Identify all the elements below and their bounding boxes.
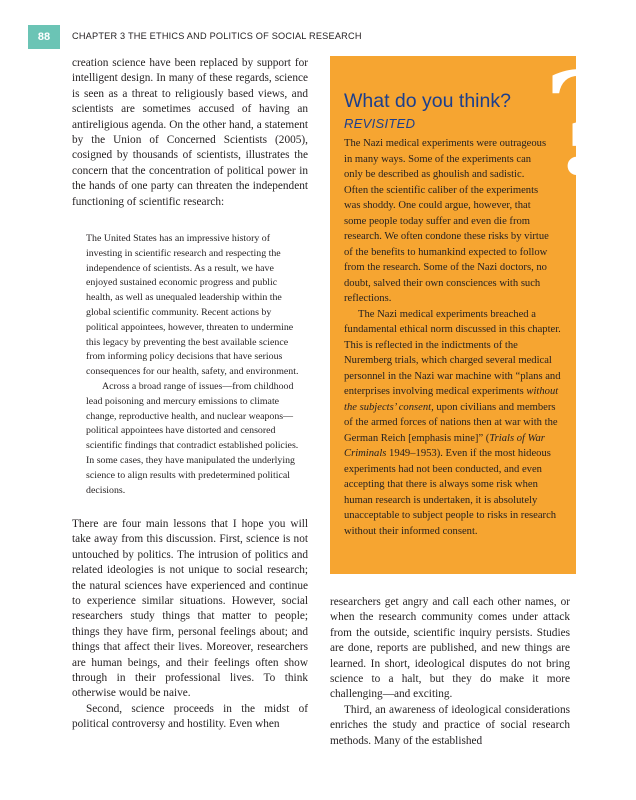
callout-body bbox=[344, 136, 564, 539]
what-do-you-think-callout bbox=[330, 44, 619, 574]
callout-paragraph bbox=[344, 307, 564, 540]
callout-paragraph: The Nazi medical experiments were outrageous in many ways. Some of the experiments can only be described as ghoulish and sadistic. Often the scientific caliber of the experiments was shoddy. One could argue, however, that some people today suffer and even die from research. We often condone these risks by virtue of the benefits to humankind expected to follow from the research. Some of the Nazi doctors, no doubt, salved their own consciences with such reflections. bbox=[344, 138, 549, 304]
body-paragraph: researchers get angry and call each other names, or when the research community comes under attack from the outside, scientific inquiry persists. Studies are done, reports are published, and new things are learned. In short, ideological disputes do not bring science to a halt, but they do make it more challenging—and exciting. bbox=[330, 596, 570, 701]
callout-subtitle: REVISITED bbox=[344, 116, 416, 131]
left-column-body bbox=[72, 517, 308, 733]
body-paragraph: There are four main lessons that I hope you will take away from this discussion. First, science is not untouched by politics. The intrusion of politics and related ideologies is not unique to social research; the natural sciences have experienced and continue to experience similar situations. However, social researchers study things that matter to people; things they have firm, personal feelings about; and things that affect their lives. Moreover, researchers are human beings, and their feelings often show through in their professional lives. To think otherwise would be naive. bbox=[72, 518, 308, 700]
page-number: 88 bbox=[28, 25, 60, 49]
running-head: CHAPTER 3 THE ETHICS AND POLITICS OF SOCIAL RESEARCH bbox=[72, 31, 362, 41]
intro-paragraph: creation science have been replaced by support for intelligent design. In many of these regards, science is seen as a threat to religiously based views, and scientists are sometimes accused of having an antireligious agenda. On the other hand, a statement by the Union of Concerned Scientists (2005), cosigned by thousands of scientists, illustrates the concern that the concentration of political power in the hands of one party can threaten the independent functioning of scientific research: bbox=[72, 57, 308, 208]
left-column-intro bbox=[72, 56, 308, 210]
right-column-body bbox=[330, 595, 570, 749]
question-mark-icon: ? bbox=[543, 44, 619, 207]
body-paragraph: Second, science proceeds in the midst of political controversy and hostility. Even when bbox=[72, 702, 308, 731]
quote-paragraph: Across a broad range of issues—from childhood lead poisoning and mercury emissions to climate change, reproductive health, and nuclear weapons—political appointees have distorted and censored scientific findings that contradict established policies. In some cases, they have manipulated the underlying science to align results with predetermined political decisions. bbox=[86, 380, 299, 496]
callout-text: The Nazi medical experiments breached a fundamental ethical norm discussed in this chapter. This is reflected in the indictments of the Nuremberg trials, which charged several medical personnel in the Nazi war machine with “plans and enterprises involving medical experiments bbox=[344, 308, 561, 397]
callout-emphasis: without the subjects’ consent, bbox=[344, 386, 559, 413]
callout-citation-title: Trials of War Criminals bbox=[344, 432, 545, 459]
quote-paragraph: The United States has an impressive history of investing in scientific research and respecting the independence of scientists. As a result, we have enjoyed sustained economic progress and public health, as well as unequaled leadership within the global scientific community. Recent actions by political appointees, however, threaten to undermine this legacy by preventing the best available science from informing policy decisions that have serious consequences for our health, safety, and environment. bbox=[86, 233, 299, 378]
callout-text: upon civilians and members of the armed forces of nations then at war with the German Reich [emphasis mine]” ( bbox=[344, 401, 558, 444]
callout-text: 1949–1953). Even if the most hideous experiments had not been conducted, and even accepting that there is always some risk when human research is undertaken, it is absolutely unacceptable to subject people to risks in research without their informed consent. bbox=[344, 448, 557, 537]
block-quote bbox=[86, 232, 306, 498]
callout-title: What do you think? bbox=[344, 90, 511, 112]
body-paragraph: Third, an awareness of ideological considerations enriches the study and practice of social research methods. Many of the established bbox=[330, 703, 570, 747]
